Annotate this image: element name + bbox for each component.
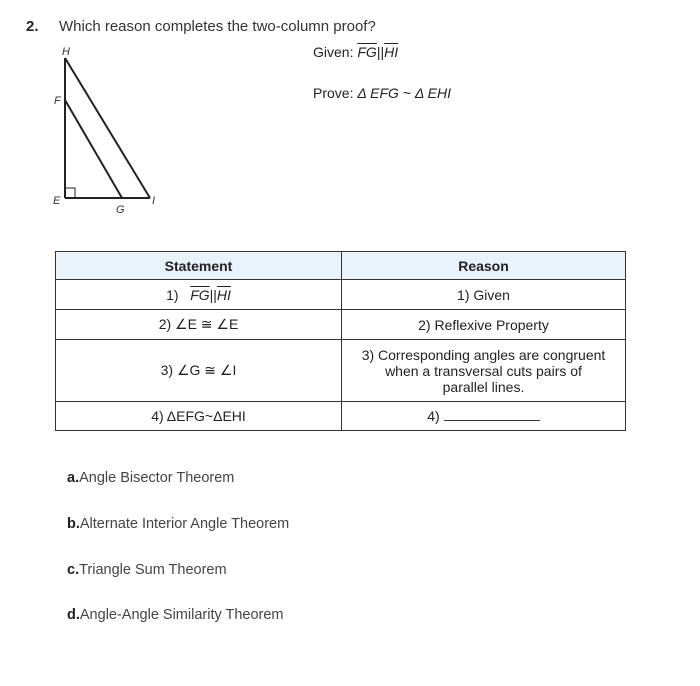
choice-a[interactable]: a.Angle Bisector Theorem bbox=[67, 470, 235, 486]
question-text: Which reason completes the two-column proof? bbox=[59, 18, 376, 35]
choice-c[interactable]: c.Triangle Sum Theorem bbox=[67, 562, 227, 578]
answer-blank bbox=[444, 409, 540, 421]
given-statement bbox=[313, 44, 398, 60]
given-segment-hi: $\overline{HI}$ bbox=[384, 44, 399, 60]
prove-label: Prove: bbox=[313, 85, 354, 101]
given-segment-fg: $\overline{FG}$ bbox=[357, 44, 377, 60]
statement-header: Statement bbox=[56, 252, 342, 280]
vertex-label-h: H bbox=[62, 46, 70, 58]
given-label: Given: bbox=[313, 44, 354, 60]
table-row bbox=[56, 280, 626, 310]
vertex-label-i: I bbox=[152, 195, 156, 207]
parallel-symbol: || bbox=[376, 44, 385, 60]
reason-cell-4: 4) bbox=[342, 402, 626, 431]
reason-cell-2: 2) Reflexive Property bbox=[342, 310, 626, 340]
segment-fg bbox=[65, 100, 122, 198]
right-angle-marker bbox=[65, 188, 75, 198]
reason-cell-1: 1) Given bbox=[342, 280, 626, 310]
table-row bbox=[56, 310, 626, 340]
statement-cell-4: 4) ΔEFG~ΔEHI bbox=[56, 402, 342, 431]
vertex-label-g: G bbox=[116, 204, 125, 216]
vertex-label-f: F bbox=[54, 95, 61, 107]
segment-hi bbox=[65, 58, 150, 198]
statement-cell-2: 2) ∠E ≅ ∠E bbox=[56, 310, 342, 340]
statement-cell-3: 3) ∠G ≅ ∠I bbox=[56, 340, 342, 402]
proof-header-row bbox=[56, 252, 626, 280]
table-row bbox=[56, 402, 626, 431]
vertex-label-e: E bbox=[53, 195, 61, 207]
reason-cell-3: 3) Corresponding angles are congruent when a transversal cuts pairs of parallel lines. bbox=[342, 340, 626, 402]
reason-header: Reason bbox=[342, 252, 626, 280]
statement-cell-1: 1) $\overline{FG}||\overline{HI}$ bbox=[56, 280, 342, 310]
choice-b[interactable]: b.Alternate Interior Angle Theorem bbox=[67, 516, 290, 532]
table-row bbox=[56, 340, 626, 402]
triangle-figure bbox=[50, 40, 170, 220]
proof-table bbox=[55, 251, 626, 431]
choice-d[interactable]: d.Angle-Angle Similarity Theorem bbox=[67, 607, 284, 623]
question-number: 2. bbox=[26, 18, 39, 35]
prove-similarity: Δ EFG ~ Δ EHI bbox=[357, 85, 451, 101]
prove-statement bbox=[313, 85, 451, 101]
